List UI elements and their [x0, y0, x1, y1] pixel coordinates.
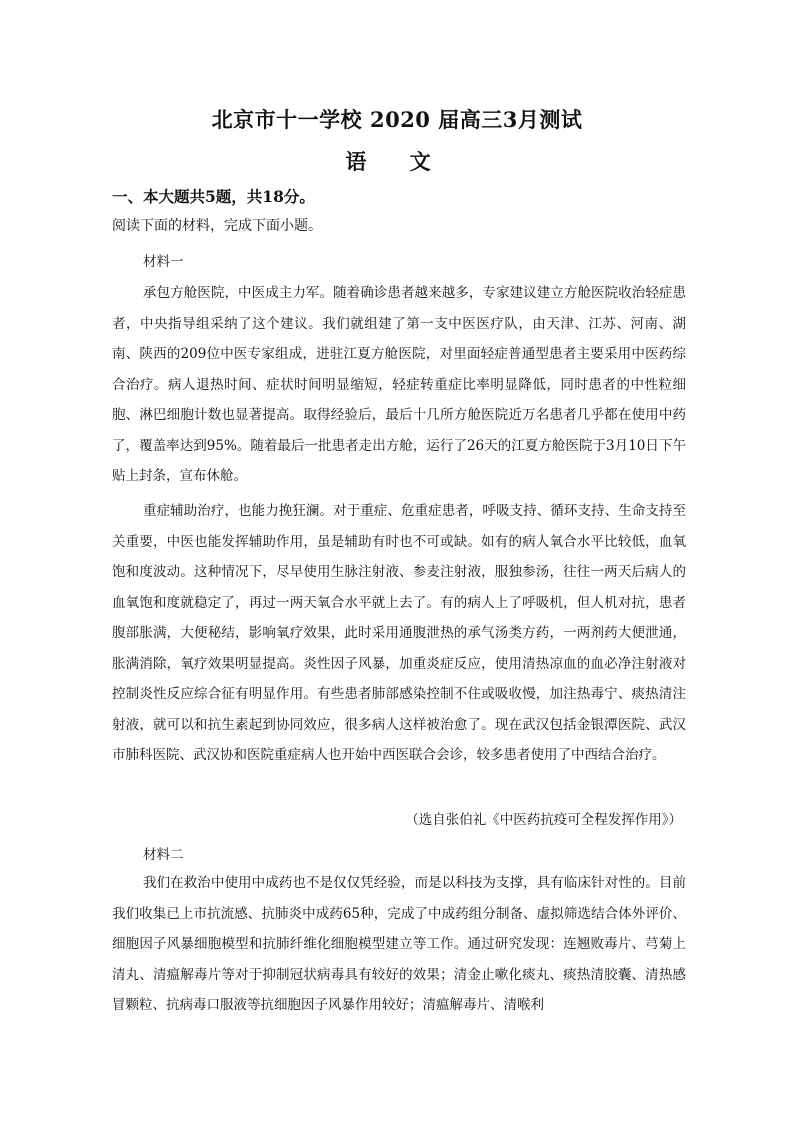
- material-one-paragraph-1: 承包方舱医院，中医成主力军。随着确诊患者越来越多，专家建议建立方舱医院收治轻症患者，中央指导组采纳了这个建议。我们就组建了第一支中医医疗队，由天津、江苏、河南、湖南、陕西的209位中医专家组成，进驻江夏方舱医院，对里面轻症普通型患者主要采用中医药综合治疗。病人退热时间、症状时间明显缩短，轻症转重症比率明显降低，同时患者的中性粒细胞、淋巴细胞计数也显著提高。取得经验后，最后十几所方舱医院近万名患者几乎都在使用中药了，覆盖率达到95%。随着最后一批患者走出方舱，运行了26天的江夏方舱医院于3月10日下午贴上封条，宣布休舱。: [112, 285, 686, 484]
- material-two-paragraph-1: 我们在救治中使用中成药也不是仅仅凭经验，而是以科技为支撑，具有临床针对性的。目前我们收集已上市抗流感、抗肺炎中成药65种，完成了中成药组分制备、虚拟筛选结合体外评价、细胞因子风暴细胞模型和抗肺纤维化细胞模型建立等工作。通过研究发现：连翘败毒片、芎菊上清丸、清瘟解毒片等对于抑制冠状病毒具有较好的效果；清金止嗽化痰丸、痰热清胶囊、清热感冒颗粒、抗病毒口服液等抗细胞因子风暴作用较好；清瘟解毒片、清喉利: [112, 875, 686, 1013]
- exam-title: 北京市十一学校 2020 届高三3月测试: [211, 107, 583, 132]
- instruction-text: 阅读下面的材料，完成下面小题。: [112, 218, 322, 234]
- material-two-label: 材料二: [143, 847, 184, 863]
- material-one-label: 材料一: [143, 254, 184, 270]
- subject-title: 语 文: [345, 149, 449, 174]
- material-one-paragraph-2: 重症辅助治疗，也能力挽狂澜。对于重症、危重症患者，呼吸支持、循环支持、生命支持至关重要，中医也能发挥辅助作用，虽是辅助有时也不可或缺。如有的病人氧合水平比较低，血氧饱和度波动。这种情况下，尽早使用生脉注射液、参麦注射液，服独参汤，往往一两天后病人的血氧饱和度就稳定了，再过一两天氧合水平就上去了。有的病人上了呼吸机，但人机对抗，患者腹部胀满，大便秘结，影响氧疗效果，此时采用通腹泄热的承气汤类方药，一两剂药大便泄通，胀满消除，氧疗效果明显提高。炎性因子风暴，加重炎症反应，使用清热凉血的血必净注射液对控制炎性反应综合征有明显作用。有些患者肺部感染控制不住或吸收慢，加注热毒宁、痰热清注射液，就可以和抗生素起到协同效应，很多病人这样被治愈了。现在武汉包括金银潭医院、武汉市肺科医院、武汉协和医院重症病人也开始中西医联合会诊，较多患者使用了中西结合治疗。: [112, 503, 686, 763]
- material-one-source: （选自张伯礼《中医药抗疫可全程发挥作用》）: [405, 812, 682, 828]
- section-heading: 一、本大题共5题，共18分。: [112, 187, 315, 206]
